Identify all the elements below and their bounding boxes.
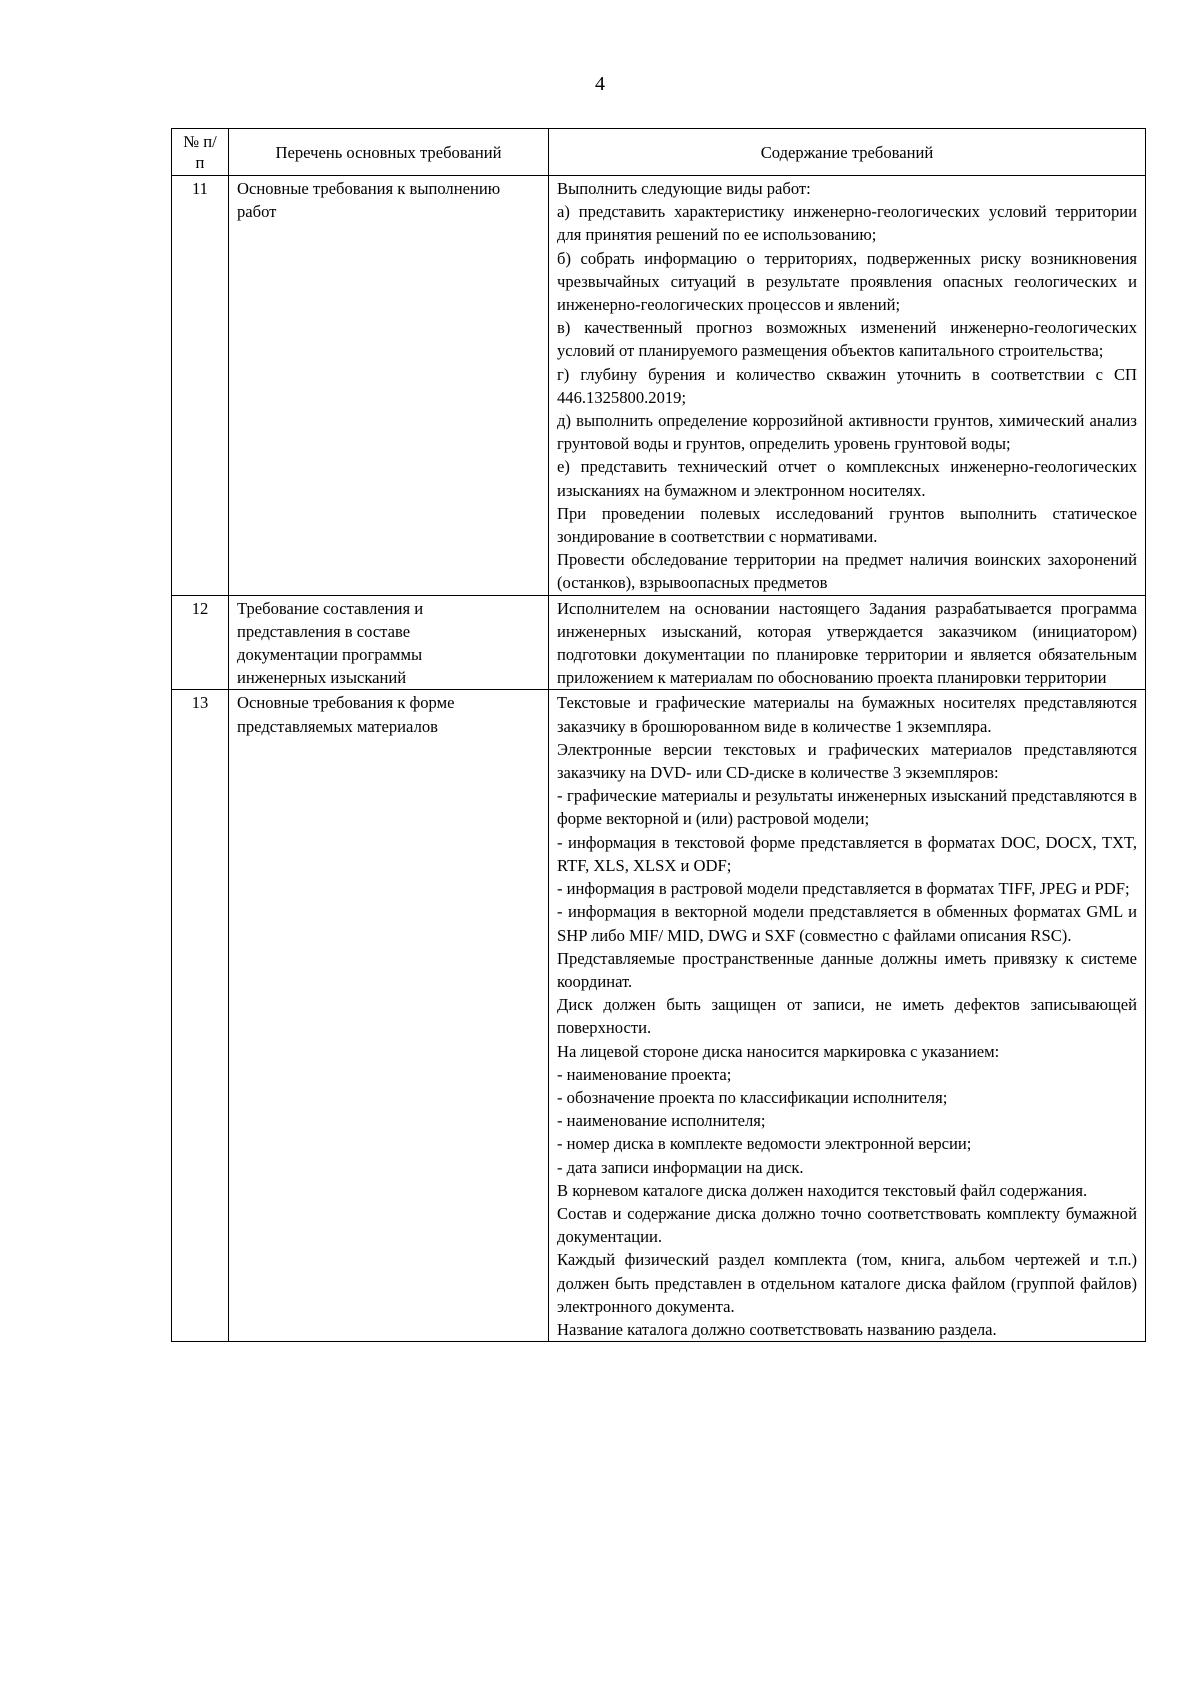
content-paragraph: Текстовые и графические материалы на бумажных носителях представляются заказчику в брошюрованном виде в количестве 1 экземпляра. (557, 693, 1137, 736)
table-header-row (172, 129, 1146, 176)
requirement-content (549, 595, 1146, 690)
page-number: 4 (595, 73, 605, 95)
content-paragraph: Каждый физический раздел комплекта (том, книга, альбом чертежей и т.п.) должен быть представлен в отдельном каталоге диска файлом (группой файлов) электронного документа. (557, 1250, 1137, 1316)
requirement-name: Основные требования к форме представляемых материалов (229, 690, 549, 1342)
content-paragraph: Провести обследование территории на предмет наличия воинских захоронений (останков), взрывоопасных предметов (557, 550, 1137, 593)
content-paragraph: б) собрать информацию о территориях, подверженных риску возникновения чрезвычайных ситуаций в результате проявления опасных геологических и инженерно-геологических процессов и явлений; (557, 248, 1137, 315)
content-paragraph: г) глубину бурения и количество скважин уточнить в соответствии с СП 446.1325800.2019; (557, 364, 1137, 407)
content-paragraph: д) выполнить определение коррозийной активности грунтов, химический анализ грунтовой воды и грунтов, определить уровень грунтовой воды; (557, 411, 1137, 454)
content-paragraph: е) представить технический отчет о комплексных инженерно-геологических изысканиях на бумажном и электронном носителях. (557, 457, 1137, 500)
content-paragraph: Состав и содержание диска должно точно соответствовать комплекту бумажной документации. (557, 1203, 1137, 1247)
requirement-name: Требование составления и представления в составе документации программы инженерных изысканий (229, 595, 549, 690)
content-paragraph: В корневом каталоге диска должен находится текстовый файл содержания. (557, 1180, 1088, 1200)
content-paragraph: - наименование исполнителя; (557, 1111, 766, 1131)
requirement-content (549, 690, 1146, 1342)
requirements-table (171, 128, 1146, 1342)
requirement-content (549, 176, 1146, 596)
content-paragraph: На лицевой стороне диска наносится маркировка с указанием: (557, 1041, 1000, 1061)
row-number: 13 (172, 690, 229, 1342)
content-paragraph: - наименование проекта; (557, 1064, 732, 1084)
table-row (172, 690, 1146, 1342)
requirement-name: Основные требования к выполнению работ (229, 176, 549, 596)
table-row (172, 176, 1146, 596)
content-paragraph: Представляемые пространственные данные должны иметь привязку к системе координат. (557, 948, 1137, 991)
header-num: № п/п (172, 129, 229, 176)
row-number: 11 (172, 176, 229, 596)
content-paragraph: - обозначение проекта по классификации исполнителя; (557, 1087, 948, 1107)
content-paragraph: а) представить характеристику инженерно-геологических условий территории для принятия решений по ее использованию; (557, 202, 1137, 245)
header-name: Перечень основных требований (229, 129, 549, 176)
content-paragraph: При проведении полевых исследований грунтов выполнить статическое зондирование в соответствии с нормативами. (557, 503, 1137, 547)
content-paragraph: Выполнить следующие виды работ: (557, 179, 811, 198)
content-paragraph: Название каталога должно соответствовать названию раздела. (557, 1319, 997, 1339)
content-paragraph: - графические материалы и результаты инженерных изысканий представляются в форме векторной и (или) растровой модели; (557, 786, 1137, 829)
header-content: Содержание требований (549, 129, 1146, 176)
table-row (172, 595, 1146, 690)
table-body (172, 176, 1146, 1342)
content-paragraph: - информация в текстовой форме представляется в форматах DOC, DOCX, TXT, RTF, XLS, XLSX и ODF; (557, 832, 1137, 875)
content-paragraph: - дата записи информации на диск. (557, 1157, 804, 1177)
content-paragraph: Исполнителем на основании настоящего Задания разрабатывается программа инженерных изысканий, которая утверждается заказчиком (инициатором) подготовки документации по планировке территории и является обязательным приложением к материалам по обоснованию проекта планировки территории (557, 598, 1137, 688)
content-paragraph: Диск должен быть защищен от записи, не иметь дефектов записывающей поверхности. (557, 995, 1137, 1038)
content-paragraph: - номер диска в комплекте ведомости электронной версии; (557, 1134, 972, 1154)
content-paragraph: - информация в векторной модели представляется в обменных форматах GML и SHP либо MIF/ MID, DWG и SXF (совместно с файлами описания RSC). (557, 902, 1137, 945)
content-paragraph: Электронные версии текстовых и графических материалов представляются заказчику на DVD- или CD-диске в количестве 3 экземпляров: (557, 739, 1137, 783)
row-number: 12 (172, 595, 229, 690)
content-paragraph: - информация в растровой модели представляется в форматах TIFF, JPEG и PDF; (557, 879, 1130, 899)
content-paragraph: в) качественный прогноз возможных изменений инженерно-геологических условий от планируемого размещения объектов капитального строительства; (557, 318, 1137, 361)
